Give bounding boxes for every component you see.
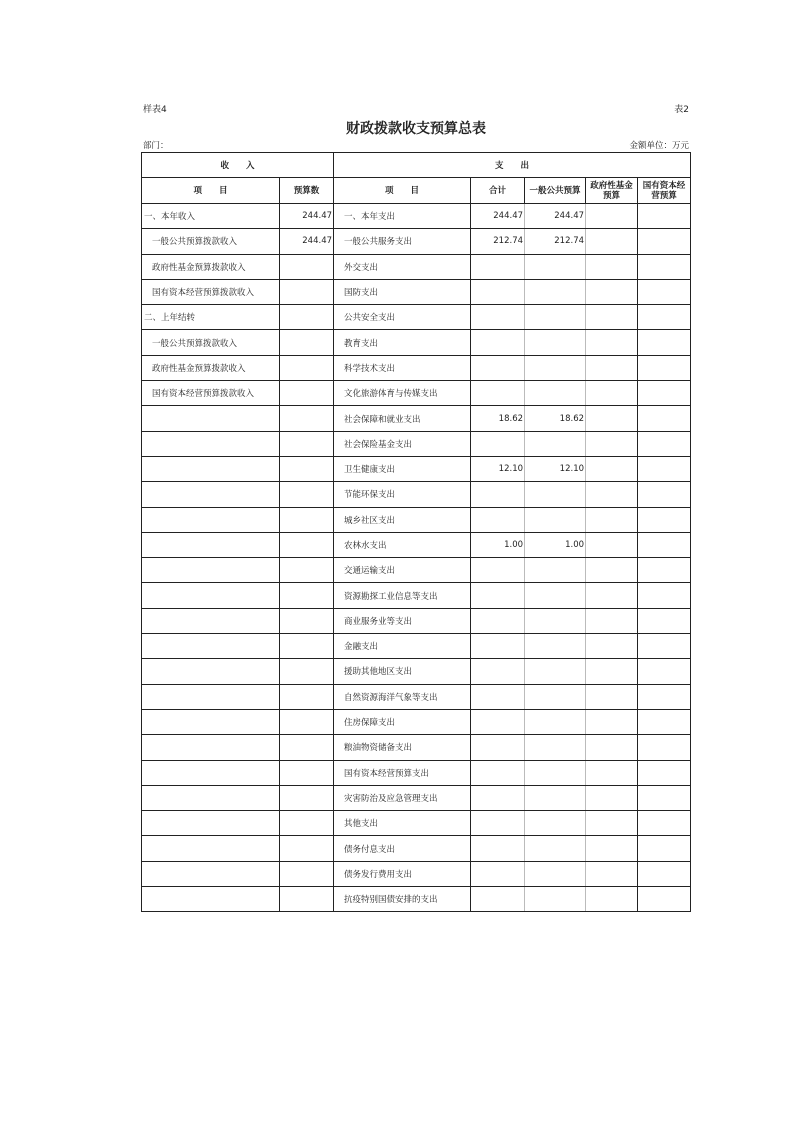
total-value: [471, 330, 525, 355]
income-item: [142, 482, 280, 507]
general-value: [525, 507, 586, 532]
income-item: [142, 709, 280, 734]
general-value: [525, 811, 586, 836]
table-row: [142, 836, 691, 861]
table-row: [142, 608, 691, 633]
sample-label: 样表4: [143, 105, 167, 115]
income-item: [142, 634, 280, 659]
general-value: [525, 583, 586, 608]
income-item: [142, 836, 280, 861]
income-item: [142, 608, 280, 633]
state-capital-value: [638, 431, 691, 456]
total-value: 212.74: [471, 229, 525, 254]
page-title: 财政拨款收支预算总表: [346, 121, 486, 137]
budget-header: 预算数: [280, 178, 334, 204]
expense-item: 社会保险基金支出: [334, 431, 471, 456]
total-value: [471, 583, 525, 608]
fund-value: [586, 709, 638, 734]
income-value: [280, 558, 334, 583]
state-capital-value: [638, 482, 691, 507]
total-value: [471, 634, 525, 659]
expense-item: 债务付息支出: [334, 836, 471, 861]
income-item: [142, 861, 280, 886]
general-value: [525, 634, 586, 659]
total-value: [471, 355, 525, 380]
general-value: 18.62: [525, 406, 586, 431]
income-value: [280, 279, 334, 304]
expense-item: 商业服务业等支出: [334, 608, 471, 633]
table-number: 表2: [674, 105, 689, 115]
table-row: [142, 204, 691, 229]
fund-value: [586, 836, 638, 861]
expense-item: 文化旅游体育与传媒支出: [334, 381, 471, 406]
income-item: [142, 431, 280, 456]
income-value: [280, 305, 334, 330]
expense-item: 抗疫特别国债安排的支出: [334, 887, 471, 912]
expense-item: 金融支出: [334, 634, 471, 659]
total-value: [471, 254, 525, 279]
general-value: [525, 785, 586, 810]
fund-value: [586, 355, 638, 380]
fund-value: [586, 887, 638, 912]
income-value: [280, 330, 334, 355]
fund-value: [586, 583, 638, 608]
income-value: [280, 861, 334, 886]
table-row: [142, 381, 691, 406]
general-value: [525, 709, 586, 734]
fund-value: [586, 482, 638, 507]
fund-value: [586, 634, 638, 659]
general-value: [525, 431, 586, 456]
total-value: [471, 684, 525, 709]
total-value: [471, 735, 525, 760]
state-capital-value: [638, 709, 691, 734]
income-item: [142, 456, 280, 481]
total-value: [471, 709, 525, 734]
table-row: [142, 709, 691, 734]
income-value: [280, 684, 334, 709]
table-row: [142, 684, 691, 709]
income-value: [280, 254, 334, 279]
fund-value: [586, 279, 638, 304]
total-value: [471, 507, 525, 532]
table-row: [142, 406, 691, 431]
total-header: 合计: [471, 178, 525, 204]
income-value: [280, 355, 334, 380]
table-row: [142, 456, 691, 481]
income-value: 244.47: [280, 204, 334, 229]
table-row: [142, 659, 691, 684]
state-capital-value: [638, 355, 691, 380]
expense-item: 国防支出: [334, 279, 471, 304]
general-value: [525, 279, 586, 304]
total-value: [471, 811, 525, 836]
fund-value: [586, 204, 638, 229]
fund-value: [586, 684, 638, 709]
expense-item: 节能环保支出: [334, 482, 471, 507]
expense-item: 一、本年支出: [334, 204, 471, 229]
income-value: [280, 735, 334, 760]
table-row: [142, 634, 691, 659]
expense-item: 国有资本经营预算支出: [334, 760, 471, 785]
table-row: [142, 254, 691, 279]
table-row: [142, 735, 691, 760]
total-value: [471, 381, 525, 406]
fund-value: [586, 811, 638, 836]
income-value: [280, 431, 334, 456]
budget-table: [141, 152, 691, 912]
fund-value: [586, 507, 638, 532]
expense-item: 社会保障和就业支出: [334, 406, 471, 431]
total-value: [471, 279, 525, 304]
general-value: [525, 305, 586, 330]
general-value: [525, 760, 586, 785]
expense-item: 资源勘探工业信息等支出: [334, 583, 471, 608]
income-item: [142, 811, 280, 836]
income-value: [280, 456, 334, 481]
state-capital-header: 国有资本经营预算: [638, 178, 691, 204]
table-row: [142, 330, 691, 355]
expense-item: 公共安全支出: [334, 305, 471, 330]
table-row: [142, 785, 691, 810]
table-row: [142, 532, 691, 557]
income-item: 国有资本经营预算拨款收入: [142, 381, 280, 406]
total-value: 244.47: [471, 204, 525, 229]
fund-value: [586, 861, 638, 886]
income-value: [280, 634, 334, 659]
fund-value: [586, 381, 638, 406]
fund-value: [586, 456, 638, 481]
total-value: 18.62: [471, 406, 525, 431]
table-row: [142, 482, 691, 507]
income-item: [142, 887, 280, 912]
state-capital-value: [638, 861, 691, 886]
state-capital-value: [638, 811, 691, 836]
fund-value: [586, 760, 638, 785]
income-value: [280, 608, 334, 633]
total-value: 12.10: [471, 456, 525, 481]
fund-value: [586, 785, 638, 810]
department-label: 部门：: [143, 141, 169, 151]
general-value: [525, 558, 586, 583]
expense-item: 其他支出: [334, 811, 471, 836]
income-item: 一般公共预算拨款收入: [142, 229, 280, 254]
general-value: [525, 608, 586, 633]
table-row: [142, 305, 691, 330]
general-value: 1.00: [525, 532, 586, 557]
expense-item: 灾害防治及应急管理支出: [334, 785, 471, 810]
total-value: [471, 887, 525, 912]
income-value: [280, 785, 334, 810]
total-value: [471, 608, 525, 633]
expense-item: 农林水支出: [334, 532, 471, 557]
total-value: [471, 861, 525, 886]
table-row: [142, 431, 691, 456]
fund-value: [586, 558, 638, 583]
general-value: 244.47: [525, 204, 586, 229]
fund-value: [586, 229, 638, 254]
total-value: 1.00: [471, 532, 525, 557]
expense-header: 支 出: [334, 153, 691, 178]
income-item: [142, 583, 280, 608]
income-item: 一般公共预算拨款收入: [142, 330, 280, 355]
total-value: [471, 305, 525, 330]
general-header: 一般公共预算: [525, 178, 586, 204]
fund-value: [586, 406, 638, 431]
fund-value: [586, 305, 638, 330]
expense-item: 债务发行费用支出: [334, 861, 471, 886]
income-item: 国有资本经营预算拨款收入: [142, 279, 280, 304]
expense-item: 粮油物资储备支出: [334, 735, 471, 760]
state-capital-value: [638, 760, 691, 785]
income-value: 244.47: [280, 229, 334, 254]
state-capital-value: [638, 659, 691, 684]
general-value: [525, 254, 586, 279]
state-capital-value: [638, 887, 691, 912]
table-row: [142, 355, 691, 380]
fund-value: [586, 659, 638, 684]
income-item: [142, 406, 280, 431]
state-capital-value: [638, 583, 691, 608]
table-row: [142, 507, 691, 532]
total-value: [471, 836, 525, 861]
fund-value: [586, 254, 638, 279]
expense-item: 交通运输支出: [334, 558, 471, 583]
expense-item: 城乡社区支出: [334, 507, 471, 532]
state-capital-value: [638, 785, 691, 810]
income-value: [280, 887, 334, 912]
income-item: [142, 532, 280, 557]
total-value: [471, 431, 525, 456]
table-row: [142, 861, 691, 886]
expense-item: 科学技术支出: [334, 355, 471, 380]
expense-item: 自然资源海洋气象等支出: [334, 684, 471, 709]
state-capital-value: [638, 608, 691, 633]
income-value: [280, 659, 334, 684]
expense-item: 一般公共服务支出: [334, 229, 471, 254]
state-capital-value: [638, 279, 691, 304]
general-value: [525, 381, 586, 406]
fund-value: [586, 330, 638, 355]
total-value: [471, 785, 525, 810]
state-capital-value: [638, 684, 691, 709]
general-value: [525, 887, 586, 912]
general-value: 12.10: [525, 456, 586, 481]
income-item: [142, 659, 280, 684]
income-item: 政府性基金预算拨款收入: [142, 254, 280, 279]
income-item: [142, 735, 280, 760]
income-value: [280, 532, 334, 557]
income-value: [280, 811, 334, 836]
income-value: [280, 507, 334, 532]
expense-item-header: 项 目: [334, 178, 471, 204]
income-item: [142, 760, 280, 785]
income-item: [142, 558, 280, 583]
general-value: [525, 659, 586, 684]
state-capital-value: [638, 254, 691, 279]
state-capital-value: [638, 204, 691, 229]
state-capital-value: [638, 229, 691, 254]
expense-item: 援助其他地区支出: [334, 659, 471, 684]
general-value: [525, 330, 586, 355]
state-capital-value: [638, 381, 691, 406]
income-item: [142, 785, 280, 810]
table-row: [142, 229, 691, 254]
state-capital-value: [638, 330, 691, 355]
state-capital-value: [638, 406, 691, 431]
income-item: 一、本年收入: [142, 204, 280, 229]
fund-header: 政府性基金预算: [586, 178, 638, 204]
table-row: [142, 558, 691, 583]
general-value: [525, 735, 586, 760]
expense-item: 住房保障支出: [334, 709, 471, 734]
income-item: [142, 684, 280, 709]
general-value: [525, 482, 586, 507]
general-value: [525, 355, 586, 380]
expense-item: 卫生健康支出: [334, 456, 471, 481]
income-value: [280, 583, 334, 608]
total-value: [471, 558, 525, 583]
income-value: [280, 406, 334, 431]
total-value: [471, 482, 525, 507]
income-value: [280, 760, 334, 785]
income-value: [280, 709, 334, 734]
general-value: [525, 836, 586, 861]
fund-value: [586, 735, 638, 760]
table-row: [142, 583, 691, 608]
state-capital-value: [638, 507, 691, 532]
income-value: [280, 381, 334, 406]
income-value: [280, 836, 334, 861]
state-capital-value: [638, 456, 691, 481]
fund-value: [586, 532, 638, 557]
unit-label: 金额单位：万元: [629, 141, 689, 151]
income-value: [280, 482, 334, 507]
fund-value: [586, 608, 638, 633]
income-header: 收 入: [142, 153, 334, 178]
state-capital-value: [638, 558, 691, 583]
general-value: 212.74: [525, 229, 586, 254]
table-row: [142, 279, 691, 304]
income-item: 政府性基金预算拨款收入: [142, 355, 280, 380]
total-value: [471, 760, 525, 785]
total-value: [471, 659, 525, 684]
expense-item: 教育支出: [334, 330, 471, 355]
state-capital-value: [638, 735, 691, 760]
fund-value: [586, 431, 638, 456]
general-value: [525, 684, 586, 709]
income-item-header: 项 目: [142, 178, 280, 204]
expense-item: 外交支出: [334, 254, 471, 279]
state-capital-value: [638, 836, 691, 861]
general-value: [525, 861, 586, 886]
state-capital-value: [638, 532, 691, 557]
state-capital-value: [638, 305, 691, 330]
income-item: 二、上年结转: [142, 305, 280, 330]
table-row: [142, 811, 691, 836]
table-row: [142, 760, 691, 785]
state-capital-value: [638, 634, 691, 659]
table-row: [142, 887, 691, 912]
income-item: [142, 507, 280, 532]
